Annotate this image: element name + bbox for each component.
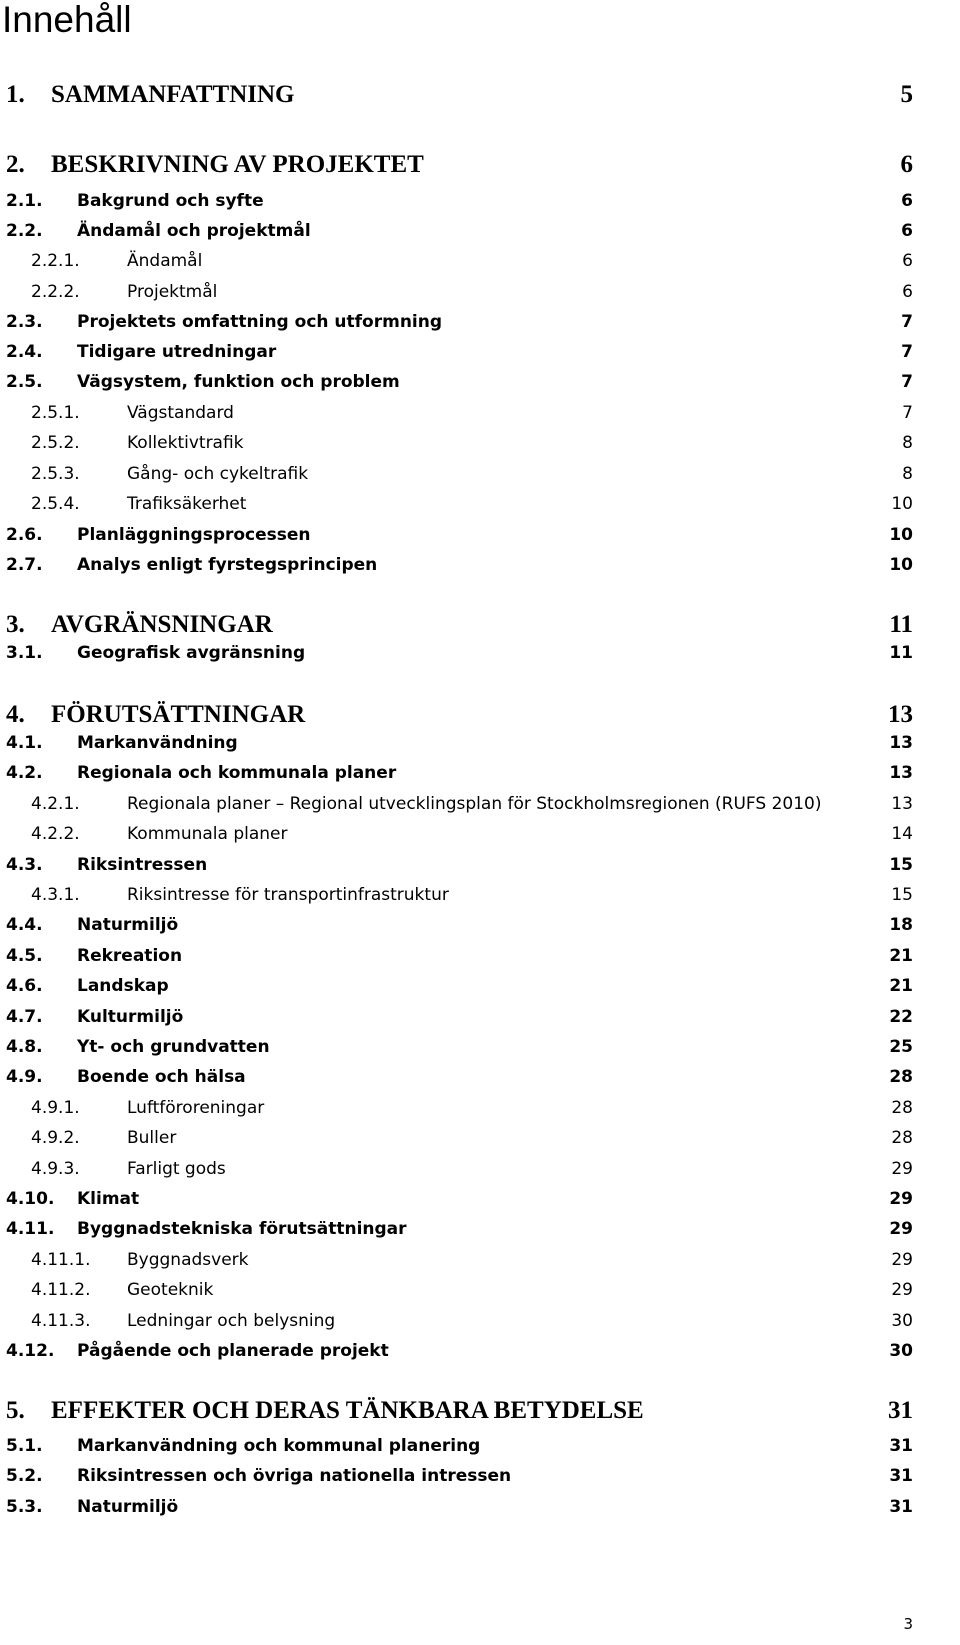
toc-entry-number: 4.10. [6, 1189, 55, 1209]
toc-entry-title[interactable]: Projektmål [127, 282, 218, 302]
toc-entry-number: 4.5. [6, 946, 43, 966]
toc-entry-title[interactable]: Riksintressen och övriga nationella intressen [77, 1466, 512, 1486]
toc-entry-number: 3.1. [6, 643, 43, 663]
toc-entry-title[interactable]: Projektets omfattning och utformning [77, 312, 443, 332]
toc-entry-page: 6 [901, 221, 913, 241]
toc-entry-page: 31 [889, 1466, 913, 1486]
toc-entry-title[interactable]: Analys enligt fyrstegsprincipen [77, 555, 378, 575]
toc-entry-page: 15 [889, 855, 913, 875]
toc-entry-title[interactable]: Bakgrund och syfte [77, 191, 264, 211]
toc-entry-page: 5 [900, 81, 913, 108]
toc-entry-number: 4.11.3. [31, 1311, 91, 1331]
toc-entry-page: 29 [891, 1250, 913, 1270]
toc-entry-page: 29 [891, 1159, 913, 1179]
toc-entry-title[interactable]: Geoteknik [127, 1280, 214, 1300]
toc-entry-page: 30 [889, 1341, 913, 1361]
toc-entry-number: 2.6. [6, 525, 43, 545]
toc-entry-page: 29 [889, 1189, 913, 1209]
toc-entry-number: 2.3. [6, 312, 43, 332]
toc-entry-title[interactable]: Ledningar och belysning [127, 1311, 336, 1331]
toc-entry-page: 28 [891, 1098, 913, 1118]
toc-entry-number: 4.8. [6, 1037, 43, 1057]
toc-entry-page: 29 [891, 1280, 913, 1300]
toc-entry-number: 4.7. [6, 1007, 43, 1027]
toc-entry-page: 6 [902, 282, 913, 302]
page-title: Innehåll [2, 0, 132, 40]
toc-entry-title[interactable]: Vägstandard [127, 403, 234, 423]
page-number: 3 [903, 1615, 913, 1633]
toc-entry-title[interactable]: Ändamål [127, 251, 203, 271]
toc-entry-page: 28 [889, 1067, 913, 1087]
toc-entry-number: 2.7. [6, 555, 43, 575]
toc-entry-page: 10 [889, 555, 913, 575]
toc-entry-number: 4.2.2. [31, 824, 80, 844]
toc-entry-number: 4.3.1. [31, 885, 80, 905]
toc-entry-number: 4.4. [6, 915, 43, 935]
toc-entry-number: 2. [6, 151, 25, 178]
toc-entry-title[interactable]: Markanvändning [77, 733, 238, 753]
toc-entry-page: 7 [901, 312, 913, 332]
toc-entry-page: 13 [889, 733, 913, 753]
toc-entry-number: 4.9.2. [31, 1128, 80, 1148]
toc-entry-title[interactable]: Landskap [77, 976, 169, 996]
toc-entry-page: 10 [891, 494, 913, 514]
toc-entry-page: 8 [902, 433, 913, 453]
toc-entry-title[interactable]: AVGRÄNSNINGAR [51, 611, 273, 638]
toc-entry-title[interactable]: Yt- och grundvatten [77, 1037, 270, 1057]
toc-entry-page: 21 [889, 976, 913, 996]
toc-entry-page: 25 [889, 1037, 913, 1057]
toc-entry-number: 2.2. [6, 221, 43, 241]
toc-entry-title[interactable]: Riksintressen [77, 855, 208, 875]
toc-entry-page: 6 [900, 151, 913, 178]
toc-entry-number: 4.1. [6, 733, 43, 753]
toc-entry-number: 2.5.1. [31, 403, 80, 423]
toc-entry-page: 11 [889, 611, 913, 638]
toc-entry-page: 6 [902, 251, 913, 271]
toc-entry-number: 2.1. [6, 191, 43, 211]
toc-entry-number: 4.9.1. [31, 1098, 80, 1118]
toc-entry-title[interactable]: Kulturmiljö [77, 1007, 184, 1027]
toc-entry-title[interactable]: Byggnadsverk [127, 1250, 249, 1270]
toc-entry-page: 10 [889, 525, 913, 545]
toc-entry-page: 6 [901, 191, 913, 211]
toc-entry-page: 18 [889, 915, 913, 935]
toc-entry-number: 2.2.1. [31, 251, 80, 271]
toc-entry-title[interactable]: Tidigare utredningar [77, 342, 277, 362]
toc-entry-title[interactable]: Boende och hälsa [77, 1067, 246, 1087]
toc-entry-number: 4.3. [6, 855, 43, 875]
toc-entry-title[interactable]: Kommunala planer [127, 824, 288, 844]
toc-entry-number: 4. [6, 701, 25, 728]
toc-entry-page: 11 [889, 643, 913, 663]
toc-entry-number: 5.2. [6, 1466, 43, 1486]
toc-entry-title[interactable]: Gång- och cykeltrafik [127, 464, 309, 484]
toc-entry-number: 2.5.4. [31, 494, 80, 514]
toc-entry-page: 13 [888, 701, 913, 728]
toc-entry-title[interactable]: Geografisk avgränsning [77, 643, 306, 663]
toc-entry-page: 15 [891, 885, 913, 905]
toc-entry-number: 4.6. [6, 976, 43, 996]
toc-entry-title[interactable]: Vägsystem, funktion och problem [77, 372, 400, 392]
toc-entry-page: 8 [902, 464, 913, 484]
toc-entry-page: 13 [889, 763, 913, 783]
toc-entry-page: 7 [901, 372, 913, 392]
toc-entry-title[interactable]: Luftföroreningar [127, 1098, 265, 1118]
toc-entry-title[interactable]: Planläggningsprocessen [77, 525, 311, 545]
toc-entry-title[interactable]: BESKRIVNING AV PROJEKTET [51, 151, 424, 178]
toc-entry-page: 21 [889, 946, 913, 966]
toc-entry-page: 22 [889, 1007, 913, 1027]
toc-entry-number: 4.11.1. [31, 1250, 91, 1270]
toc-entry-number: 4.12. [6, 1341, 55, 1361]
toc-entry-number: 4.2.1. [31, 794, 80, 814]
toc-entry-number: 1. [6, 81, 25, 108]
toc-entry-number: 4.9.3. [31, 1159, 80, 1179]
toc-entry-title[interactable]: Ändamål och projektmål [77, 221, 311, 241]
toc-entry-title[interactable]: Rekreation [77, 946, 183, 966]
toc-entry-title[interactable]: Naturmiljö [77, 915, 179, 935]
toc-entry-title[interactable]: Naturmiljö [77, 1497, 179, 1517]
toc-entry-title[interactable]: Farligt gods [127, 1159, 226, 1179]
toc-entry-number: 2.2.2. [31, 282, 80, 302]
toc-entry-page: 28 [891, 1128, 913, 1148]
toc-entry-title[interactable]: Trafiksäkerhet [127, 494, 247, 514]
toc-entry-page: 7 [902, 403, 913, 423]
toc-entry-number: 4.9. [6, 1067, 43, 1087]
toc-entry-number: 3. [6, 611, 25, 638]
toc-entry-page: 31 [889, 1436, 913, 1456]
toc-entry-page: 29 [889, 1219, 913, 1239]
toc-entry-title[interactable]: Klimat [77, 1189, 140, 1209]
toc-entry-number: 5.1. [6, 1436, 43, 1456]
toc-entry-page: 14 [891, 824, 913, 844]
toc-entry-number: 4.11.2. [31, 1280, 91, 1300]
toc-entry-title[interactable]: Kollektivtrafik [127, 433, 244, 453]
toc-entry-title[interactable]: Byggnadstekniska förutsättningar [77, 1219, 407, 1239]
toc-entry-page: 31 [888, 1397, 913, 1424]
toc-entry-number: 5. [6, 1397, 25, 1424]
toc-entry-page: 13 [891, 794, 913, 814]
toc-entry-number: 4.11. [6, 1219, 55, 1239]
toc-entry-number: 5.3. [6, 1497, 43, 1517]
toc-entry-title[interactable]: Regionala planer – Regional utvecklingsplan för Stockholmsregionen (RUFS 2010) [127, 794, 822, 814]
toc-entry-title[interactable]: SAMMANFATTNING [51, 81, 295, 108]
toc-entry-number: 2.5.2. [31, 433, 80, 453]
toc-entry-page: 7 [901, 342, 913, 362]
toc-entry-title[interactable]: Buller [127, 1128, 177, 1148]
toc-entry-number: 4.2. [6, 763, 43, 783]
toc-entry-title[interactable]: Riksintresse för transportinfrastruktur [127, 885, 449, 905]
toc-entry-title[interactable]: Markanvändning och kommunal planering [77, 1436, 481, 1456]
toc-entry-page: 31 [889, 1497, 913, 1517]
toc-entry-number: 2.4. [6, 342, 43, 362]
toc-entry-page: 30 [891, 1311, 913, 1331]
toc-entry-number: 2.5. [6, 372, 43, 392]
toc-entry-number: 2.5.3. [31, 464, 80, 484]
toc-entry-title[interactable]: EFFEKTER OCH DERAS TÄNKBARA BETYDELSE [51, 1397, 644, 1424]
toc-entry-title[interactable]: Pågående och planerade projekt [77, 1341, 389, 1361]
toc-entry-title[interactable]: Regionala och kommunala planer [77, 763, 397, 783]
toc-entry-title[interactable]: FÖRUTSÄTTNINGAR [51, 701, 306, 728]
